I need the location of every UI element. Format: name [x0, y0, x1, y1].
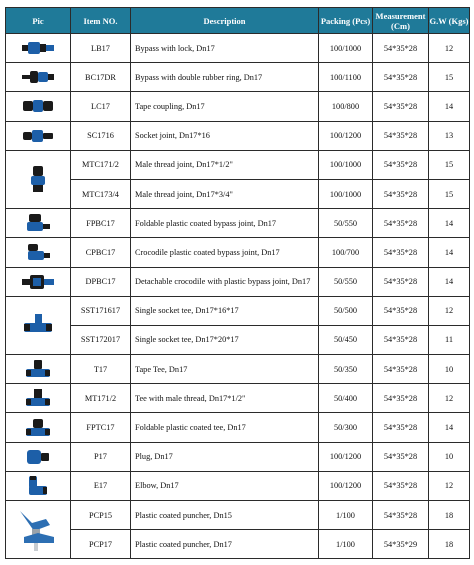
- item-no: LB17: [71, 34, 131, 63]
- table-row: [6, 34, 470, 63]
- description: Male thread joint, Dn17*1/2": [131, 150, 319, 179]
- tee-male-thread-icon: [23, 387, 53, 409]
- header-item-no: Item NO.: [71, 8, 131, 34]
- crocodile-bypass-icon: [23, 241, 53, 263]
- gw: 18: [429, 501, 470, 530]
- table-row: [6, 179, 470, 208]
- gw: 14: [429, 413, 470, 442]
- table-row: [6, 296, 470, 325]
- measurement: 54*35*28: [373, 355, 429, 384]
- table-row: [6, 413, 470, 442]
- pic-cell: [6, 471, 71, 500]
- gw: 12: [429, 384, 470, 413]
- item-no: SC1716: [71, 121, 131, 150]
- bypass-double-ring-icon: [20, 68, 56, 86]
- gw: 11: [429, 325, 470, 354]
- description: Tape Tee, Dn17: [131, 355, 319, 384]
- measurement: 54*35*28: [373, 150, 429, 179]
- item-no: CPBC17: [71, 238, 131, 267]
- table-row: [6, 501, 470, 530]
- packing: 100/1000: [319, 150, 373, 179]
- measurement: 54*35*28: [373, 63, 429, 92]
- puncher-icon: [16, 507, 60, 553]
- measurement: 54*35*28: [373, 209, 429, 238]
- item-no: T17: [71, 355, 131, 384]
- packing: 1/100: [319, 501, 373, 530]
- packing: 100/1200: [319, 471, 373, 500]
- packing: 100/1200: [319, 442, 373, 471]
- description: Detachable crocodile with plastic bypass joint, Dn17: [131, 267, 319, 296]
- pic-cell: [6, 150, 71, 208]
- measurement: 54*35*28: [373, 121, 429, 150]
- table-row: [6, 63, 470, 92]
- item-no: LC17: [71, 92, 131, 121]
- packing: 100/800: [319, 92, 373, 121]
- item-no: MTC173/4: [71, 179, 131, 208]
- plug-icon: [23, 446, 53, 468]
- item-no: MTC171/2: [71, 150, 131, 179]
- table-row: [6, 121, 470, 150]
- header-row: [6, 8, 470, 34]
- description: Crocodile plastic coated bypass joint, Dn17: [131, 238, 319, 267]
- packing: 50/400: [319, 384, 373, 413]
- header-measurement: Measurement (Cm): [373, 8, 429, 34]
- item-no: SST172017: [71, 325, 131, 354]
- packing: 50/500: [319, 296, 373, 325]
- description: Plug, Dn17: [131, 442, 319, 471]
- gw: 12: [429, 34, 470, 63]
- measurement: 54*35*29: [373, 530, 429, 559]
- measurement: 54*35*28: [373, 238, 429, 267]
- item-no: E17: [71, 471, 131, 500]
- header-packing: Packing (Pcs): [319, 8, 373, 34]
- measurement: 54*35*28: [373, 34, 429, 63]
- gw: 15: [429, 63, 470, 92]
- measurement: 54*35*28: [373, 267, 429, 296]
- item-no: MT171/2: [71, 384, 131, 413]
- pic-cell: [6, 267, 71, 296]
- gw: 10: [429, 442, 470, 471]
- gw: 14: [429, 92, 470, 121]
- pic-cell: [6, 238, 71, 267]
- description: Male thread joint, Dn17*3/4": [131, 179, 319, 208]
- table-row: [6, 267, 470, 296]
- description: Elbow, Dn17: [131, 471, 319, 500]
- pic-cell: [6, 209, 71, 238]
- pic-cell: [6, 413, 71, 442]
- table-row: [6, 355, 470, 384]
- gw: 15: [429, 150, 470, 179]
- header-pic: Pic: [6, 8, 71, 34]
- measurement: 54*35*28: [373, 413, 429, 442]
- measurement: 54*35*28: [373, 325, 429, 354]
- gw: 13: [429, 121, 470, 150]
- item-no: BC17DR: [71, 63, 131, 92]
- gw: 14: [429, 267, 470, 296]
- tape-coupling-icon: [20, 97, 56, 115]
- measurement: 54*35*28: [373, 442, 429, 471]
- description: Tape coupling, Dn17: [131, 92, 319, 121]
- item-no: FPBC17: [71, 209, 131, 238]
- item-no: FPTC17: [71, 413, 131, 442]
- table-row: [6, 471, 470, 500]
- table-row: [6, 325, 470, 354]
- description: Tee with male thread, Dn17*1/2": [131, 384, 319, 413]
- male-thread-joint-icon: [28, 164, 48, 194]
- packing: 100/1200: [319, 121, 373, 150]
- gw: 14: [429, 209, 470, 238]
- single-socket-tee-icon: [21, 312, 55, 338]
- packing: 50/550: [319, 267, 373, 296]
- detachable-crocodile-icon: [20, 272, 56, 292]
- pic-cell: [6, 92, 71, 121]
- packing: 100/1100: [319, 63, 373, 92]
- header-gw: G.W (Kgs): [429, 8, 470, 34]
- item-no: SST171617: [71, 296, 131, 325]
- socket-joint-icon: [20, 127, 56, 145]
- bypass-lock-icon: [20, 39, 56, 57]
- pic-cell: [6, 442, 71, 471]
- tape-tee-icon: [23, 358, 53, 380]
- pic-cell: [6, 355, 71, 384]
- packing: 50/550: [319, 209, 373, 238]
- packing: 100/700: [319, 238, 373, 267]
- measurement: 54*35*28: [373, 92, 429, 121]
- packing: 100/1000: [319, 179, 373, 208]
- packing: 50/300: [319, 413, 373, 442]
- description: Socket joint, Dn17*16: [131, 121, 319, 150]
- pic-cell: [6, 63, 71, 92]
- packing: 50/450: [319, 325, 373, 354]
- pic-cell: [6, 121, 71, 150]
- item-no: PCP15: [71, 501, 131, 530]
- measurement: 54*35*28: [373, 384, 429, 413]
- foldable-bypass-icon: [23, 212, 53, 234]
- measurement: 54*35*28: [373, 296, 429, 325]
- measurement: 54*35*28: [373, 179, 429, 208]
- description: Foldable plastic coated tee, Dn17: [131, 413, 319, 442]
- gw: 12: [429, 471, 470, 500]
- gw: 12: [429, 296, 470, 325]
- packing: 50/350: [319, 355, 373, 384]
- description: Foldable plastic coated bypass joint, Dn17: [131, 209, 319, 238]
- measurement: 54*35*28: [373, 501, 429, 530]
- header-description: Description: [131, 8, 319, 34]
- item-no: P17: [71, 442, 131, 471]
- gw: 15: [429, 179, 470, 208]
- measurement: 54*35*28: [373, 471, 429, 500]
- elbow-icon: [25, 474, 51, 498]
- pic-cell: [6, 34, 71, 63]
- pic-cell: [6, 501, 71, 559]
- table-row: [6, 238, 470, 267]
- product-table: [5, 7, 470, 559]
- description: Plastic coated puncher, Dn15: [131, 501, 319, 530]
- table-row: [6, 92, 470, 121]
- table-row: [6, 384, 470, 413]
- gw: 18: [429, 530, 470, 559]
- description: Bypass with lock, Dn17: [131, 34, 319, 63]
- description: Single socket tee, Dn17*20*17: [131, 325, 319, 354]
- item-no: PCP17: [71, 530, 131, 559]
- pic-cell: [6, 296, 71, 354]
- description: Bypass with double rubber ring, Dn17: [131, 63, 319, 92]
- gw: 14: [429, 238, 470, 267]
- packing: 100/1000: [319, 34, 373, 63]
- table-row: [6, 209, 470, 238]
- description: Single socket tee, Dn17*16*17: [131, 296, 319, 325]
- packing: 1/100: [319, 530, 373, 559]
- description: Plastic coated puncher, Dn17: [131, 530, 319, 559]
- table-row: [6, 150, 470, 179]
- pic-cell: [6, 384, 71, 413]
- gw: 10: [429, 355, 470, 384]
- item-no: DPBC17: [71, 267, 131, 296]
- table-row: [6, 442, 470, 471]
- foldable-tee-icon: [23, 417, 53, 439]
- table-row: [6, 530, 470, 559]
